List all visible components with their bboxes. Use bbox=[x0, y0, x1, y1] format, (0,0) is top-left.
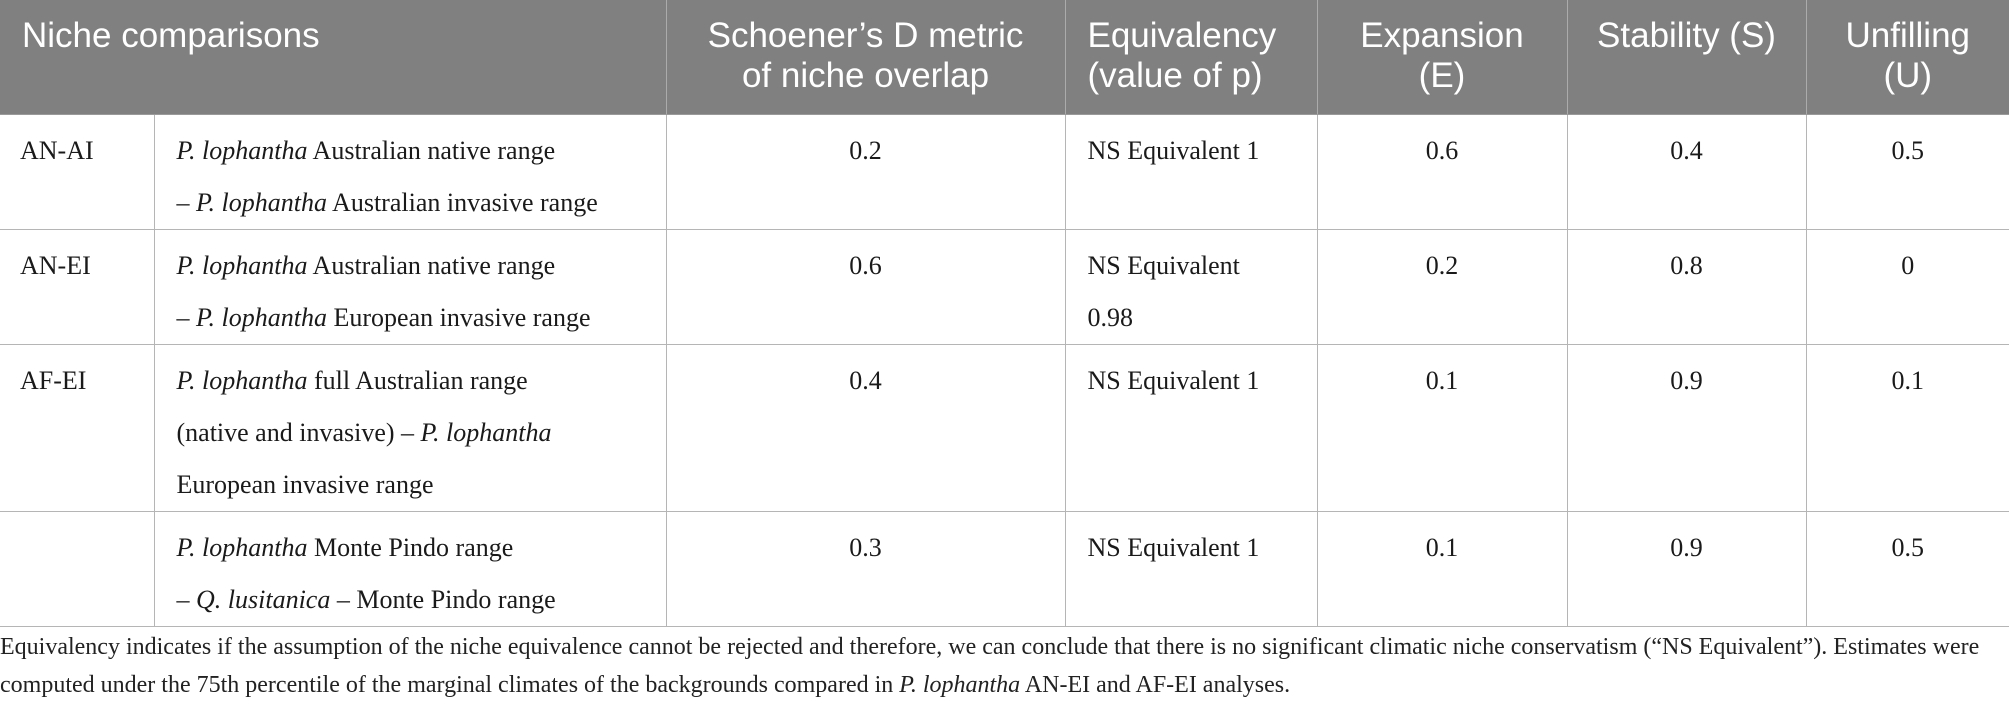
header-equivalency-line1: Equivalency bbox=[1087, 16, 1277, 55]
header-schoener-d bbox=[666, 0, 1065, 114]
description-text: European invasive range bbox=[176, 469, 434, 499]
schoener-value: 0.2 bbox=[666, 114, 1065, 229]
header-schoener-line1: Schoener’s D metric bbox=[707, 16, 1024, 55]
row-code: AN-AI bbox=[0, 114, 154, 229]
table-header bbox=[0, 0, 2009, 114]
description-text: Australian native range bbox=[307, 250, 556, 280]
description-text: full Australian range bbox=[307, 365, 528, 395]
description-text: – bbox=[176, 302, 196, 332]
table-row bbox=[0, 229, 2009, 344]
species-name: P. lophantha bbox=[196, 187, 327, 217]
unfilling-value: 0 bbox=[1806, 229, 2009, 344]
description-text: European invasive range bbox=[326, 302, 591, 332]
expansion-value: 0.6 bbox=[1317, 114, 1567, 229]
species-name: P. lophantha bbox=[420, 417, 552, 447]
footnote-species: P. lophantha bbox=[899, 672, 1021, 698]
row-description bbox=[154, 511, 666, 626]
species-name: P. lophantha bbox=[196, 302, 327, 332]
header-unfilling-line2: (U) bbox=[1883, 56, 1933, 95]
stability-value: 0.4 bbox=[1567, 114, 1806, 229]
table-footnote bbox=[0, 628, 1990, 704]
species-name: P. lophantha bbox=[176, 365, 308, 395]
header-niche-comparisons-label: Niche comparisons bbox=[22, 16, 320, 55]
equivalency-line2: 0.98 bbox=[1087, 302, 1133, 332]
table-row bbox=[0, 511, 2009, 626]
species-name: P. lophantha bbox=[176, 250, 308, 280]
unfilling-value: 0.5 bbox=[1806, 114, 2009, 229]
stability-value: 0.9 bbox=[1567, 344, 1806, 511]
row-description bbox=[154, 344, 666, 511]
footnote-text-end: AN-EI and AF-EI analyses. bbox=[1020, 672, 1291, 698]
stability-value: 0.8 bbox=[1567, 229, 1806, 344]
table-body bbox=[0, 114, 2009, 626]
schoener-value: 0.4 bbox=[666, 344, 1065, 511]
header-schoener-line2: of niche overlap bbox=[741, 56, 990, 95]
expansion-value: 0.1 bbox=[1317, 511, 1567, 626]
species-name: P. lophantha bbox=[176, 532, 308, 562]
schoener-value: 0.6 bbox=[666, 229, 1065, 344]
description-text: – Monte Pindo range bbox=[330, 584, 556, 614]
species-name: Q. lusitanica bbox=[196, 584, 331, 614]
header-unfilling bbox=[1806, 0, 2009, 114]
row-code: AF-EI bbox=[0, 344, 154, 511]
header-unfilling-line1: Unfilling bbox=[1845, 16, 1970, 55]
unfilling-value: 0.5 bbox=[1806, 511, 2009, 626]
equivalency-value: NS Equivalent 1 bbox=[1065, 344, 1317, 511]
footnote-text: Equivalency indicates if the assumption of the niche equivalence cannot be rejected and therefore, we can conclude that there is no significant climatic niche conservatism (“NS Equivalent”). Estimates were computed under the 75th percentile of the marginal climates of the backgrounds compared in bbox=[0, 634, 1980, 698]
equivalency-value bbox=[1065, 229, 1317, 344]
header-expansion bbox=[1317, 0, 1567, 114]
description-text: Australian native range bbox=[307, 135, 556, 165]
row-description bbox=[154, 114, 666, 229]
description-text: – bbox=[176, 584, 196, 614]
description-text: – bbox=[176, 187, 196, 217]
expansion-value: 0.1 bbox=[1317, 344, 1567, 511]
description-text: Monte Pindo range bbox=[307, 532, 514, 562]
row-description bbox=[154, 229, 666, 344]
header-equivalency bbox=[1065, 0, 1317, 114]
header-stability-label: Stability (S) bbox=[1597, 16, 1776, 55]
schoener-value: 0.3 bbox=[666, 511, 1065, 626]
equivalency-line1: NS Equivalent bbox=[1087, 250, 1240, 280]
header-row bbox=[0, 0, 2009, 114]
description-text: Australian invasive range bbox=[326, 187, 598, 217]
header-niche-comparisons bbox=[0, 0, 666, 114]
row-code bbox=[0, 511, 154, 626]
unfilling-value: 0.1 bbox=[1806, 344, 2009, 511]
expansion-value: 0.2 bbox=[1317, 229, 1567, 344]
header-expansion-line2: (E) bbox=[1418, 56, 1466, 95]
equivalency-value: NS Equivalent 1 bbox=[1065, 511, 1317, 626]
description-text: (native and invasive) – bbox=[176, 417, 421, 447]
species-name: P. lophantha bbox=[176, 135, 308, 165]
header-expansion-line1: Expansion bbox=[1360, 16, 1524, 55]
equivalency-value: NS Equivalent 1 bbox=[1065, 114, 1317, 229]
header-equivalency-line2: (value of p) bbox=[1087, 56, 1263, 95]
table-row bbox=[0, 344, 2009, 511]
row-code: AN-EI bbox=[0, 229, 154, 344]
table-row bbox=[0, 114, 2009, 229]
stability-value: 0.9 bbox=[1567, 511, 1806, 626]
header-stability bbox=[1567, 0, 1806, 114]
